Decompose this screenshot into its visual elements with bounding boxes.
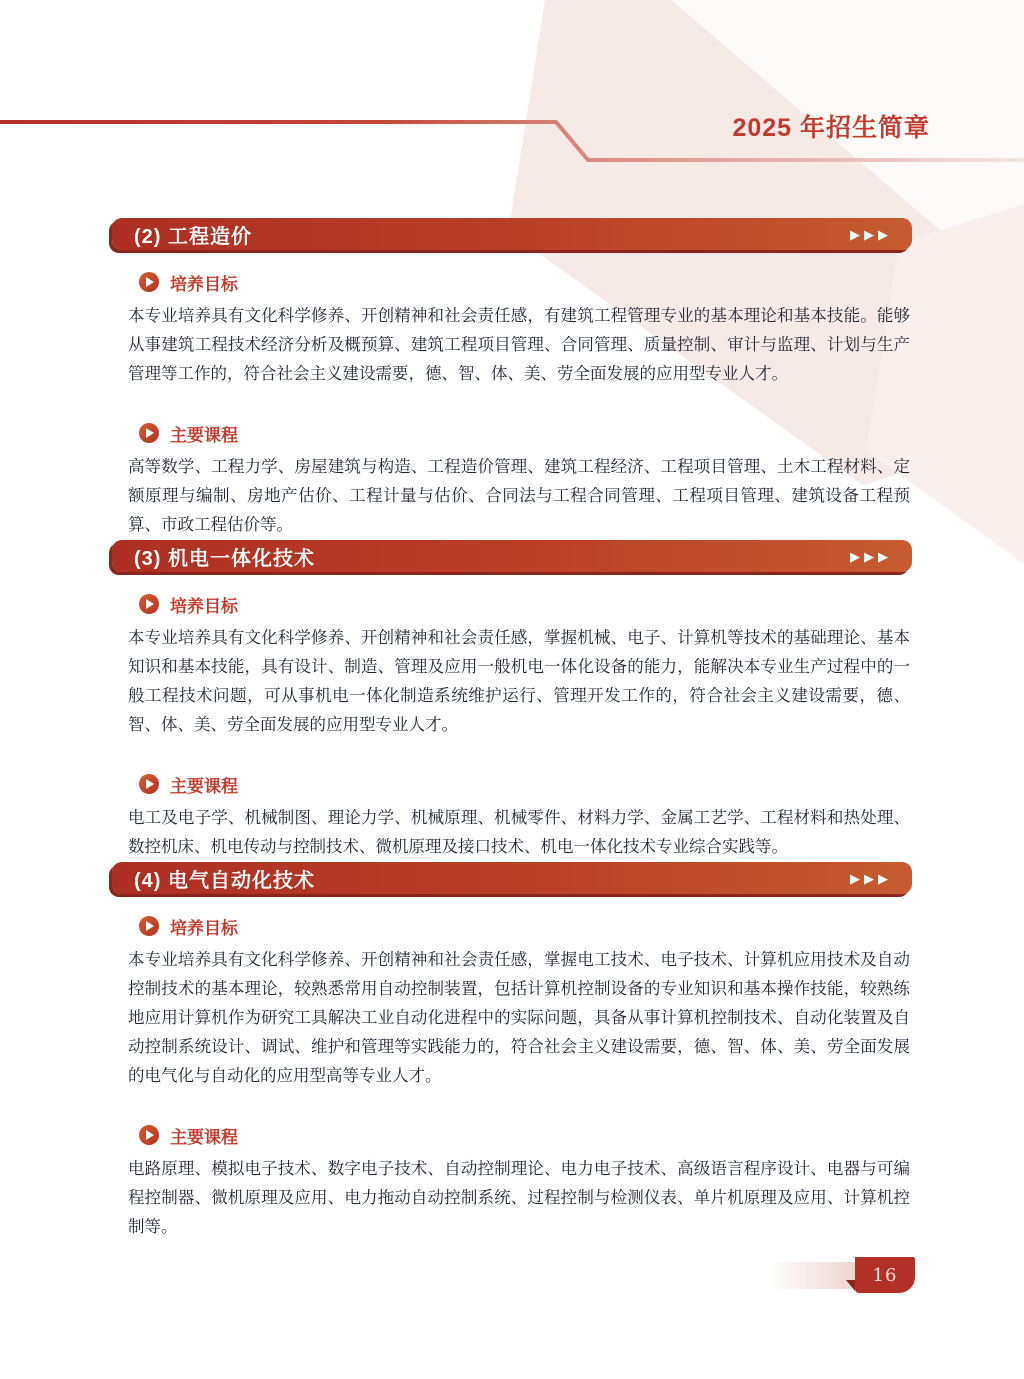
- objectives-label: 培养目标: [170, 918, 238, 938]
- courses-paragraph: 电路原理、模拟电子技术、数字电子技术、自动控制理论、电力电子技术、高级语言程序设计、电器与可编程控制器、微机原理及应用、电力拖动自动控制系统、过程控制与检测仪表、单片机原理及应用、计算机控制等。: [128, 1160, 910, 1236]
- play-circle-icon: [139, 272, 159, 292]
- page-number-trail: [768, 1262, 855, 1289]
- objectives-paragraph: 本专业培养具有文化科学修养、开创精神和社会责任感，掌握机械、电子、计算机等技术的基础理论、基本知识和基本技能，具有设计、制造、管理及应用一般机电一体化设备的能力，能解决本专业生产过程中的一般工程技术问题，可从事机电一体化制造系统维护运行、管理开发工作的，符合社会主义建设需要，德、智、体、美、劳全面发展的应用型专业人才。: [128, 629, 910, 734]
- play-circle-icon: [139, 916, 159, 936]
- courses-label: 主要课程: [170, 1127, 238, 1147]
- objectives-heading: [139, 593, 912, 615]
- section-engineering-cost: [112, 218, 912, 540]
- courses-label: 主要课程: [170, 776, 238, 796]
- section-electrical-automation: [112, 862, 912, 1242]
- page-number: 16: [872, 1264, 898, 1286]
- content-area: [112, 218, 912, 1242]
- objectives-heading: [139, 915, 912, 937]
- play-circle-icon: [139, 1125, 159, 1145]
- objectives-label: 培养目标: [170, 274, 238, 294]
- forward-arrows-icon: ▶▶▶: [850, 226, 892, 242]
- forward-arrows-icon: ▶▶▶: [850, 548, 892, 564]
- objectives-paragraph: 本专业培养具有文化科学修养、开创精神和社会责任感，掌握电工技术、电子技术、计算机应用技术及自动控制技术的基本理论，较熟悉常用自动控制装置，包括计算机控制设备的专业知识和基本操作技能，较熟练地应用计算机作为研究工具解决工业自动化进程中的实际问题，具备从事计算机控制技术、自动化装置及自动控制系统设计、调试、维护和管理等实践能力的，符合社会主义建设需要，德、智、体、美、劳全面发展的电气化与自动化的应用型高等专业人才。: [128, 951, 910, 1085]
- play-circle-icon: [139, 594, 159, 614]
- play-circle-icon: [139, 423, 159, 443]
- courses-heading: [139, 422, 912, 444]
- section-title: (3) 机电一体化技术: [134, 547, 315, 570]
- objectives-label: 培养目标: [170, 596, 238, 616]
- objectives-heading: [139, 271, 912, 293]
- section-mechatronics: [112, 540, 912, 862]
- forward-arrows-icon: ▶▶▶: [850, 870, 892, 886]
- courses-paragraph: 高等数学、工程力学、房屋建筑与构造、工程造价管理、建筑工程经济、工程项目管理、土木工程材料、定额原理与编制、房地产估价、工程计量与估价、合同法与工程合同管理、工程项目管理、建筑设备工程预算、市政工程估价等。: [128, 458, 910, 534]
- courses-heading: [139, 1124, 912, 1146]
- section-title: (2) 工程造价: [134, 225, 252, 248]
- section-header: [112, 540, 912, 572]
- play-circle-icon: [139, 774, 159, 794]
- courses-paragraph: 电工及电子学、机械制图、理论力学、机械原理、机械零件、材料力学、金属工艺学、工程材料和热处理、数控机床、机电传动与控制技术、微机原理及接口技术、机电一体化技术专业综合实践等。: [128, 809, 910, 856]
- section-title: (4) 电气自动化技术: [134, 869, 315, 892]
- objectives-paragraph: 本专业培养具有文化科学修养、开创精神和社会责任感，有建筑工程管理专业的基本理论和基本技能。能够从事建筑工程技术经济分析及概预算、建筑工程项目管理、合同管理、质量控制、审计与监理、计划与生产管理等工作的，符合社会主义建设需要，德、智、体、美、劳全面发展的应用型专业人才。: [128, 307, 910, 383]
- page-title: 2025 年招生简章: [732, 114, 930, 142]
- courses-label: 主要课程: [170, 425, 238, 445]
- section-header: [112, 218, 912, 250]
- page-number-badge: [855, 1257, 915, 1293]
- section-header: [112, 862, 912, 894]
- courses-heading: [139, 773, 912, 795]
